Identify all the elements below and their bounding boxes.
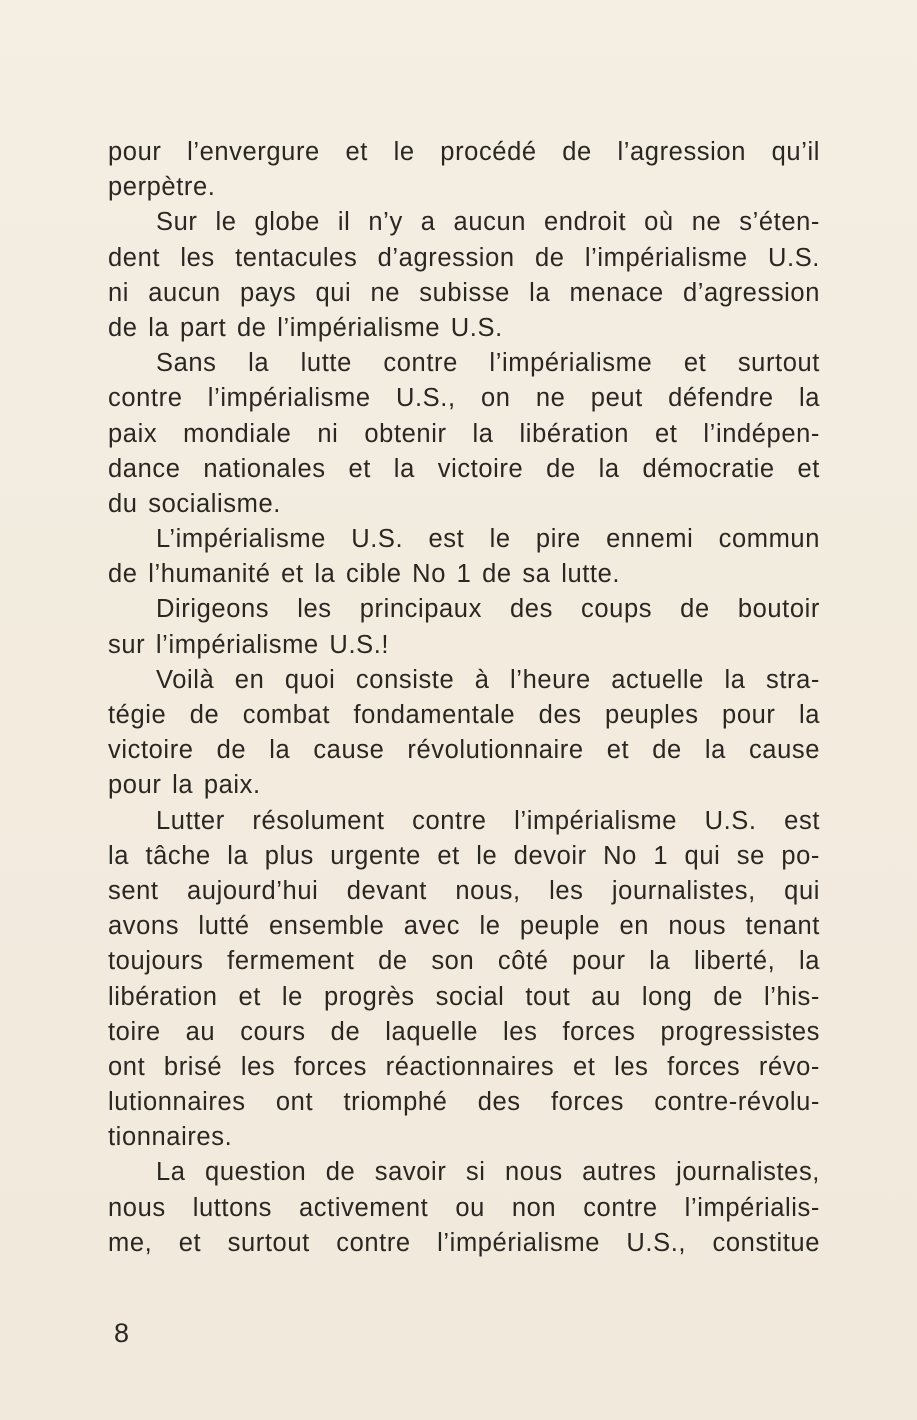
text-line: libération et le progrès social tout au long de l’his-: [108, 982, 820, 1011]
text-line: perpètre.: [108, 173, 216, 202]
text-line: me, et surtout contre l’impérialisme U.S., constitue: [108, 1228, 820, 1257]
text-line: du socialisme.: [108, 489, 281, 518]
text-line: sur l’impérialisme U.S.!: [108, 630, 390, 659]
text-line: de l’humanité et la cible No 1 de sa lutte.: [108, 560, 621, 589]
page-number: 8: [114, 1318, 130, 1348]
text-line: de la part de l’impérialisme U.S.: [108, 313, 503, 342]
text-line: paix mondiale ni obtenir la libération et l’indépen-: [108, 419, 820, 448]
text-line: pour la paix.: [108, 771, 261, 800]
text-line: contre l’impérialisme U.S., on ne peut défendre la: [108, 384, 820, 413]
text-line: nous luttons activement ou non contre l’impérialis-: [108, 1193, 820, 1222]
text-line: tionnaires.: [108, 1123, 233, 1152]
text-line: Dirigeons les principaux des coups de boutoir: [156, 595, 820, 624]
text-line: ni aucun pays qui ne subisse la menace d’agression: [108, 278, 820, 307]
text-line: la tâche la plus urgente et le devoir No 1 qui se po-: [108, 841, 820, 870]
text-line: toujours fermement de son côté pour la liberté, la: [108, 947, 820, 976]
text-line: ont brisé les forces réactionnaires et les forces révo-: [108, 1052, 820, 1081]
text-line: Sans la lutte contre l’impérialisme et surtout: [156, 349, 820, 378]
text-line: L’impérialisme U.S. est le pire ennemi commun: [156, 525, 820, 554]
text-line: La question de savoir si nous autres journalistes,: [156, 1158, 820, 1187]
text-line: Sur le globe il n’y a aucun endroit où ne s’éten-: [156, 208, 820, 237]
text-line: Voilà en quoi consiste à l’heure actuelle la stra-: [156, 665, 820, 694]
text-line: victoire de la cause révolutionnaire et de la cause: [108, 736, 820, 765]
text-line: dance nationales et la victoire de la démocratie et: [108, 454, 820, 483]
text-line: dent les tentacules d’agression de l’impérialisme U.S.: [108, 243, 820, 272]
text-line: Lutter résolument contre l’impérialisme U.S. est: [156, 806, 820, 835]
body-text: [108, 135, 820, 1261]
text-line: avons lutté ensemble avec le peuple en nous tenant: [108, 912, 820, 941]
text-line: pour l’envergure et le procédé de l’agression qu’il: [108, 138, 820, 166]
text-line: sent aujourd’hui devant nous, les journalistes, qui: [108, 876, 820, 905]
text-line: tégie de combat fondamentale des peuples pour la: [108, 701, 820, 729]
text-line: lutionnaires ont triomphé des forces contre-révolu-: [108, 1088, 820, 1117]
text-line: toire au cours de laquelle les forces progressistes: [108, 1017, 820, 1046]
